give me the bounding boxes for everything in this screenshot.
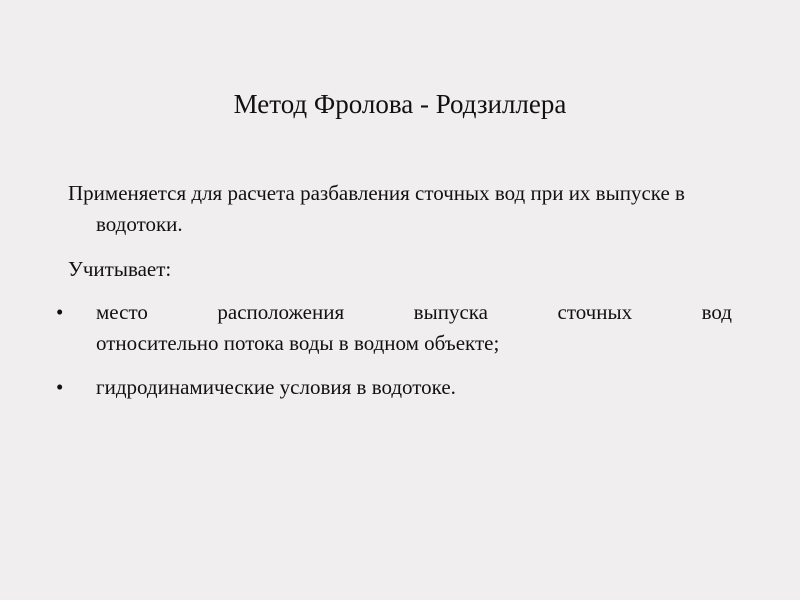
- considers-label: Учитывает:: [68, 257, 172, 281]
- list-item-line: относительно потока воды в водном объекте;: [96, 331, 500, 355]
- list-item: [56, 297, 732, 359]
- bullet-icon: •: [56, 300, 64, 324]
- list-item: [56, 372, 732, 403]
- slide-title: Метод Фролова - Родзиллера: [233, 89, 567, 119]
- slide-body: [56, 178, 732, 416]
- list-item-line: место расположения выпуска сточных вод: [96, 300, 732, 324]
- intro-paragraph: Применяется для расчета разбавления сточных вод при их выпуске в водотоки.: [68, 181, 685, 236]
- bullet-icon: •: [56, 375, 64, 399]
- list-item-line: гидродинамические условия в водотоке.: [96, 375, 456, 399]
